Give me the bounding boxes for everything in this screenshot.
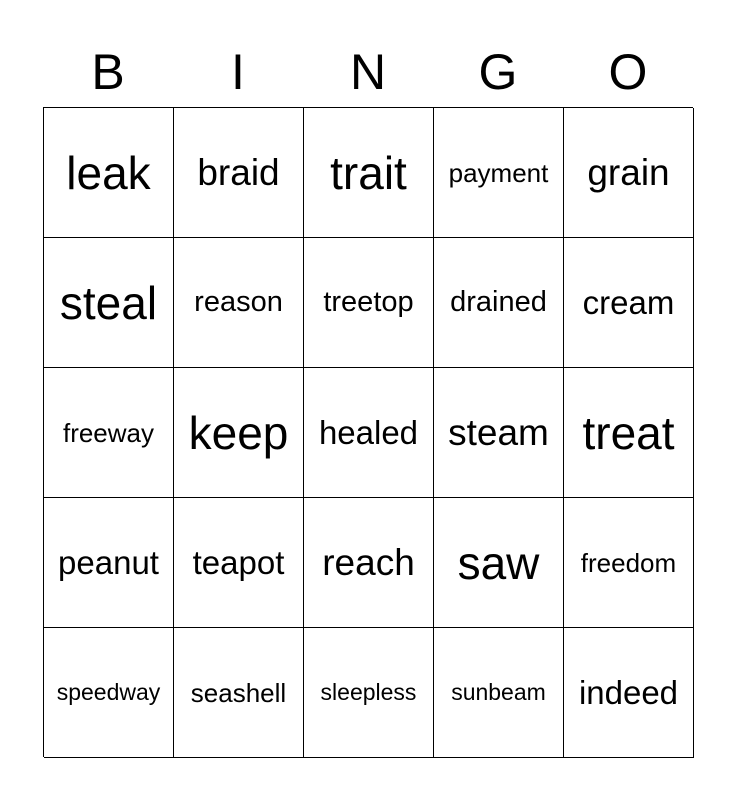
bingo-cell: teapot [174,498,304,628]
header-letter-o: O [608,44,648,100]
bingo-cell: speedway [44,628,174,758]
bingo-cell: freeway [44,368,174,498]
bingo-cell: cream [564,238,694,368]
bingo-cell: grain [564,108,694,238]
bingo-header [43,40,693,104]
bingo-cell: steal [44,238,174,368]
bingo-cell: drained [434,238,564,368]
bingo-cell: leak [44,108,174,238]
bingo-cell: trait [304,108,434,238]
bingo-grid [43,107,693,757]
header-letter-g: G [478,44,518,100]
bingo-cell: sunbeam [434,628,564,758]
bingo-cell: treat [564,368,694,498]
bingo-cell: braid [174,108,304,238]
bingo-cell: healed [304,368,434,498]
header-letter-b: B [91,44,125,100]
bingo-cell: treetop [304,238,434,368]
bingo-cell: sleepless [304,628,434,758]
bingo-cell: saw [434,498,564,628]
header-letter-n: N [349,44,387,100]
bingo-cell: keep [174,368,304,498]
bingo-cell: reach [304,498,434,628]
bingo-cell: steam [434,368,564,498]
bingo-cell: indeed [564,628,694,758]
bingo-cell: seashell [174,628,304,758]
bingo-cell: peanut [44,498,174,628]
header-letter-i: I [231,44,245,100]
bingo-cell: reason [174,238,304,368]
bingo-cell: freedom [564,498,694,628]
bingo-cell: payment [434,108,564,238]
